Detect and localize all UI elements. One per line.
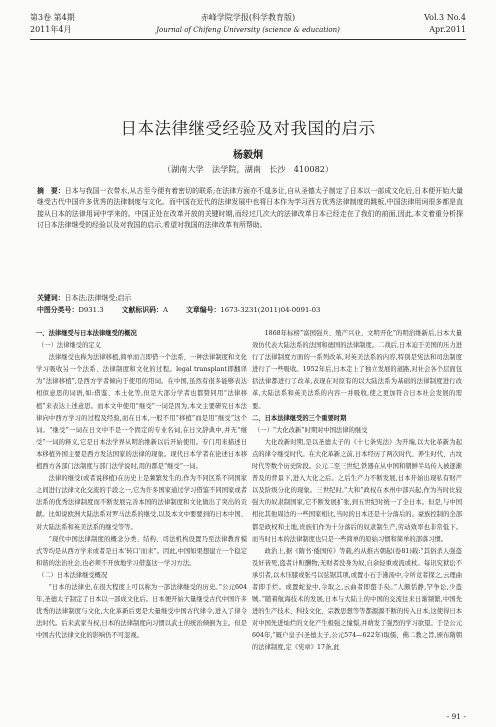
body-paragraph: 1868年标榜“富国强兵、殖产兴业、文明开化”的明治维新后,日本大量效仿代表大陆法系的法国和德国的法律制度。二战后,日本迫于美国的压力进行了法律制度方面的一系列改革,对英美法系的内容,特别是宪法和司法制度进行了一些吸收。1952年后,日本走上了独立发展的道路,对社会各个层面包括法律都进行了改革,表现在对原有的以大陆法系为基础的法律制度进行改革,大陆法系和英美法系的内容一并吸收,使之更加符合日本社会发展的需要。 bbox=[252, 330, 462, 410]
body-paragraph: 法律的继受(或者说移植)在历史上是频繁发生的,作为不同区系不同国家之间进行法律文化交流的手段之一,它为许多国家通过学习借鉴不同国家或者法系的优秀法律制度而不断发展完善本国的法律制度和文化做出了突出的贡献。比如说欧洲大陆法系对罗马法系的继受,以及本文中要要到的日本中国、对大陆法系和英美法系的继受等等。 bbox=[36, 475, 247, 531]
keywords-label: 关键词： bbox=[37, 294, 65, 302]
keywords-text: 日本法;法律继受;启示 bbox=[64, 294, 132, 302]
body-paragraph: 大化改新时期,是以圣德太子的《十七条宪法》为开端,以大化革新为起点的律令继受时代。在大化革新之前,日本经历了两次时代、养生时代、古坟时代等数个历史阶段。公元二至三世纪,铁器在从中国和朝鲜半岛传入被逐渐普及的背景下,进入大化之后。之后生产力不断发展,日本开始出现私有财产以及阶级分化的现象。三世纪时,“大和”政权在本州中部兴起,作为当时比较强大的奴隶制国家,它不断发展扩张,到五世纪时统一了全日本。但是,与中国相比其他周边的一些国家相比,当时的日本还是十分落后的。豪族控制的全部都是政权和土地,贵族们作为十分落后的奴隶制生产,劳动效率也非常低下。而当时日本的法律制度也只是一些简单的原始习惯和简单的部落习惯。 bbox=[252, 438, 462, 543]
running-header bbox=[30, 12, 466, 38]
section-heading: 一、法律继受与日本法律继受的概况 bbox=[36, 330, 137, 337]
header-date-en: Apr.2011 bbox=[429, 25, 466, 34]
body-column-left bbox=[36, 328, 247, 642]
paper-title: 日本法律继受经验及对我国的启示 bbox=[120, 119, 376, 138]
body-column-right bbox=[252, 328, 462, 655]
subsection-heading: （一）“大化改新”时期对中国法律的继受 bbox=[254, 426, 368, 434]
section-heading: 二、日本法律继受的三个重要时期 bbox=[252, 414, 347, 422]
journal-name-cn: 赤峰学院学报(科学教育版) bbox=[200, 13, 296, 22]
doc-code-value: A bbox=[162, 306, 168, 314]
body-paragraph: 政治上,据《隋书·倭国传》等载,约从推古朝起(卷81)载:“其俗杀人强盗及奸皆死,盗者计赃酬物,无财者没身为奴,自余轻重或流或杖。每讯究狱讼不承引者,以木压膝或张弓以弦锯其项,或置小石于沸汤中,令所竞者探之,云理曲者即手烂。或置蛇瓮中,令取之,云曲者即螫手矣。”人颇恬静,罕争讼,少盗贼。”随着航海技术的发展,日本与大陆上的中国的交流往来日渐频繁,中国先进的生产技术、科技文化、宗教思想等等都源源不断的传入日本,这使得日本对中国先进灿烂的文化产生极强之憧憬,并萌发了强烈的学习欲望。于是公元604年,“厩户皇子(圣德太子,公元574—622年)取儒、佛二教之旨,颁布隋朝的法律制度,定《宪章》17条,此 bbox=[252, 547, 462, 652]
header-date: 2011年4月 bbox=[30, 25, 72, 34]
page-number: - 91 - bbox=[446, 712, 466, 721]
body-paragraph: “日本的法律史,在很大程度上可以称为一部法律继受的历史。”公元604年,圣德太子制定了日本以一部成文化后。日本便开始大量继受古代中国许多优秀的法律制度与文化,大化革新后更是大量继受中国古代律令,进入了律令法时代。后来武家当权,日本的法律制度向习惯以武士的统治倾倒为主。但是中国古代法律文化的影响仍不可忽视。 bbox=[36, 583, 247, 640]
doc-code-label: 文献标识码： bbox=[121, 306, 163, 314]
header-volume-en bbox=[424, 12, 466, 36]
subsection-heading: （一）法律继受的定义 bbox=[38, 342, 101, 350]
article-id-value: 1673-3231(2011)04-0091-03 bbox=[220, 306, 321, 314]
subsection-heading: （二）日本法律继受概况 bbox=[38, 571, 108, 579]
clc-value: D931.3 bbox=[78, 306, 104, 314]
header-volume-issue: 第3卷 第4期 bbox=[30, 13, 75, 22]
abstract-label: 摘 要： bbox=[37, 187, 65, 195]
journal-name-en: Journal of Chifeng University (science & education) bbox=[156, 26, 340, 34]
header-rule bbox=[30, 39, 466, 40]
article-id-label: 文章编号： bbox=[185, 306, 221, 314]
abstract-text: 日本与我国一衣带水,从古至今便有着密切的联系;在法律方面亦不遑多让,自从圣德太子制定了日本以一部成文化后,日本便开始大量继受古代中国许多优秀的法律制度与文化。而中国在近代的法律发展中也将日本作为学习西方优秀法律制度的跳板,中国法律用词很多都是直接从日本的法律用词中学来的。中国正处在改革开放的关键时期,而经过几次大的法律改革日本已经走在了我们的前面,因此,本文着重分析探讨日本法律继受的经验以及对我国的启示,希望对我国的法律改革有所帮助。 bbox=[37, 187, 463, 230]
abstract bbox=[37, 186, 463, 232]
header-journal bbox=[30, 12, 466, 36]
body-paragraph: “现代中国法律制度的概念分类、结构、司法机构设置乃至法律教育模式等均是从西方学来或者是日本‘转口’而来”。因此,中国如果想建立一个稳定和谐的法治社会,也必须不开放地学习借鉴这一学习方法。 bbox=[36, 535, 247, 567]
header-vol-no: Vol.3 No.4 bbox=[424, 13, 466, 22]
clc-label: 中图分类号： bbox=[37, 306, 79, 314]
author-affiliation: （湖南大学 法学院，湖南 长沙 410082） bbox=[162, 164, 334, 174]
classification bbox=[37, 305, 463, 316]
body-paragraph: 法律继受也称为法律移植,简单而言即借一个法系、一种法律制度和文化学习吸收另一个法系、法律制度和文化的过程。legal transplant即翻译为“法律移植”,是西方学者倾向于使用的用词。在中国,虽然有很多能够表达相似意思的词语,如:借鉴、本土化等,但是大部分学者也都赞同用“法律移植”来表达上述意思。而本文中使用“继受”一词是因为,本文主要研究日本法律向中西方学习的过程及经验,而在日本,一般不用“移植”而是用“继受”这个词。“继受”一词在日文中不是一个固定的专业名词,在日文辞典中,并无“继受”一词的释义,它是日本法学界从明治维新以后开始使用。专门用来描述日本移植外国主要是西方发达国家的法律的现象。现代日本学者在论述日本移植西方各部门法制度与部门法学说时,用的都是“继受”一词。 bbox=[36, 354, 247, 471]
paper-author: 杨毅炯 bbox=[233, 150, 263, 161]
keywords bbox=[37, 293, 463, 304]
